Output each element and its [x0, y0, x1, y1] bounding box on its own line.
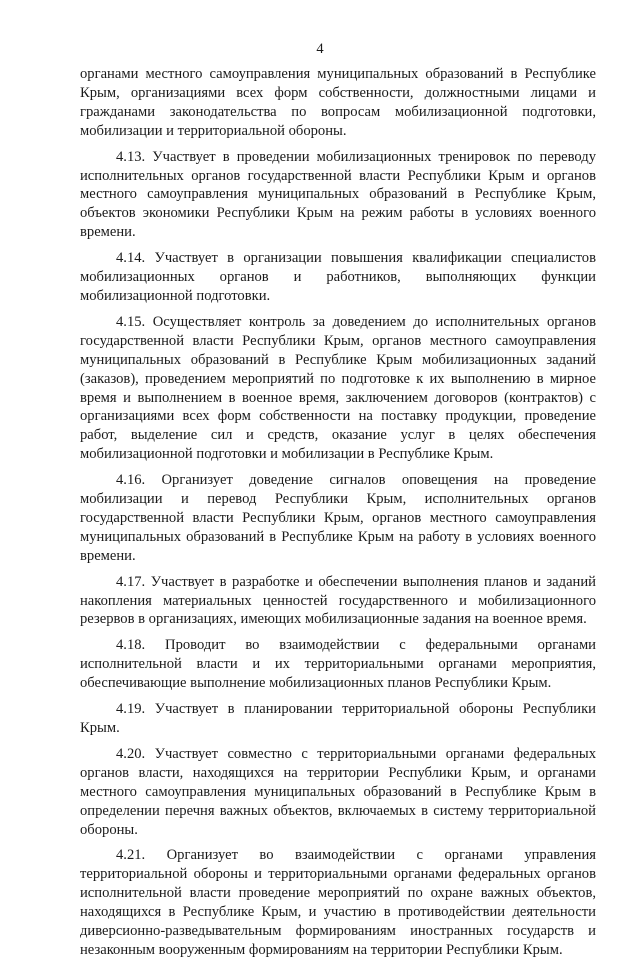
- paragraph-4-16: 4.16. Организует доведение сигналов оповещения на проведение мобилизации и перевод Республики Крым, исполнительных органов государственной власти Республики Крым, органов местного самоуправления муниципальных образований в Республике Крым на работу в условиях военного времени.: [80, 472, 596, 564]
- paragraph-4-21: 4.21. Организует во взаимодействии с органами управления территориальной обороны и территориальными органами федеральных органов исполнительной власти проведение мероприятий по охране важных объектов, находящихся в Республике Крым, и участию в противодействии деятельности диверсионно-разведывательным формированиям иностранных государств и незаконным вооруженным формированиям на территории Республики Крым.: [80, 847, 596, 958]
- paragraph-4-13: 4.13. Участвует в проведении мобилизационных тренировок по переводу исполнительных органов государственной власти Республики Крым и органов местного самоуправления муниципальных образований в Республике Крым, объектов экономики Республики Крым на режим работы в условиях военного времени.: [80, 148, 596, 241]
- paragraph-continuation: органами местного самоуправления муниципальных образований в Республике Крым, организациями всех форм собственности, должностными лицами и гражданами законодательства по вопросам мобилизационной подготовки, мобилизации и территориальной обороны.: [80, 66, 596, 139]
- paragraph-4-14: 4.14. Участвует в организации повышения квалификации специалистов мобилизационных органов и работников, выполняющих функции мобилизационной подготовки.: [80, 250, 596, 304]
- paragraph-4-19: 4.19. Участвует в планировании территориальной обороны Республики Крым.: [80, 701, 596, 736]
- paragraph-4-18: 4.18. Проводит во взаимодействии с федеральными органами исполнительной власти и их территориальными органами мероприятия, обеспечивающие выполнение мобилизационных планов Республики Крым.: [80, 637, 596, 692]
- document-body: [80, 65, 596, 967]
- paragraph-4-15: 4.15. Осуществляет контроль за доведением до исполнительных органов государственной власти Республики Крым, органов местного самоуправления муниципальных образований в Республике Крым мобилизационных заданий (заказов), проведением мероприятий по подготовке к их выполнению в мирное время и выполнением в военное время, заключением договоров (контрактов) с организациями всех форм собственности на поставку продукции, проведение работ, выделение сил и средств, оказание услуг в целях обеспечения мобилизационной подготовки и мобилизации в Республике Крым.: [80, 313, 596, 463]
- page-number: 4: [316, 41, 324, 57]
- paragraph-4-17: 4.17. Участвует в разработке и обеспечении выполнения планов и заданий накопления материальных ценностей государственного и мобилизационного резервов в организациях, имеющих мобилизационные задания на военное время.: [80, 573, 596, 628]
- paragraph-4-20: 4.20. Участвует совместно с территориальными органами федеральных органов власти, находящихся на территории Республики Крым, и органами местного самоуправления муниципальных образований в Республике Крым в определении перечня важных объектов, включаемых в систему территориальной обороны.: [80, 745, 596, 838]
